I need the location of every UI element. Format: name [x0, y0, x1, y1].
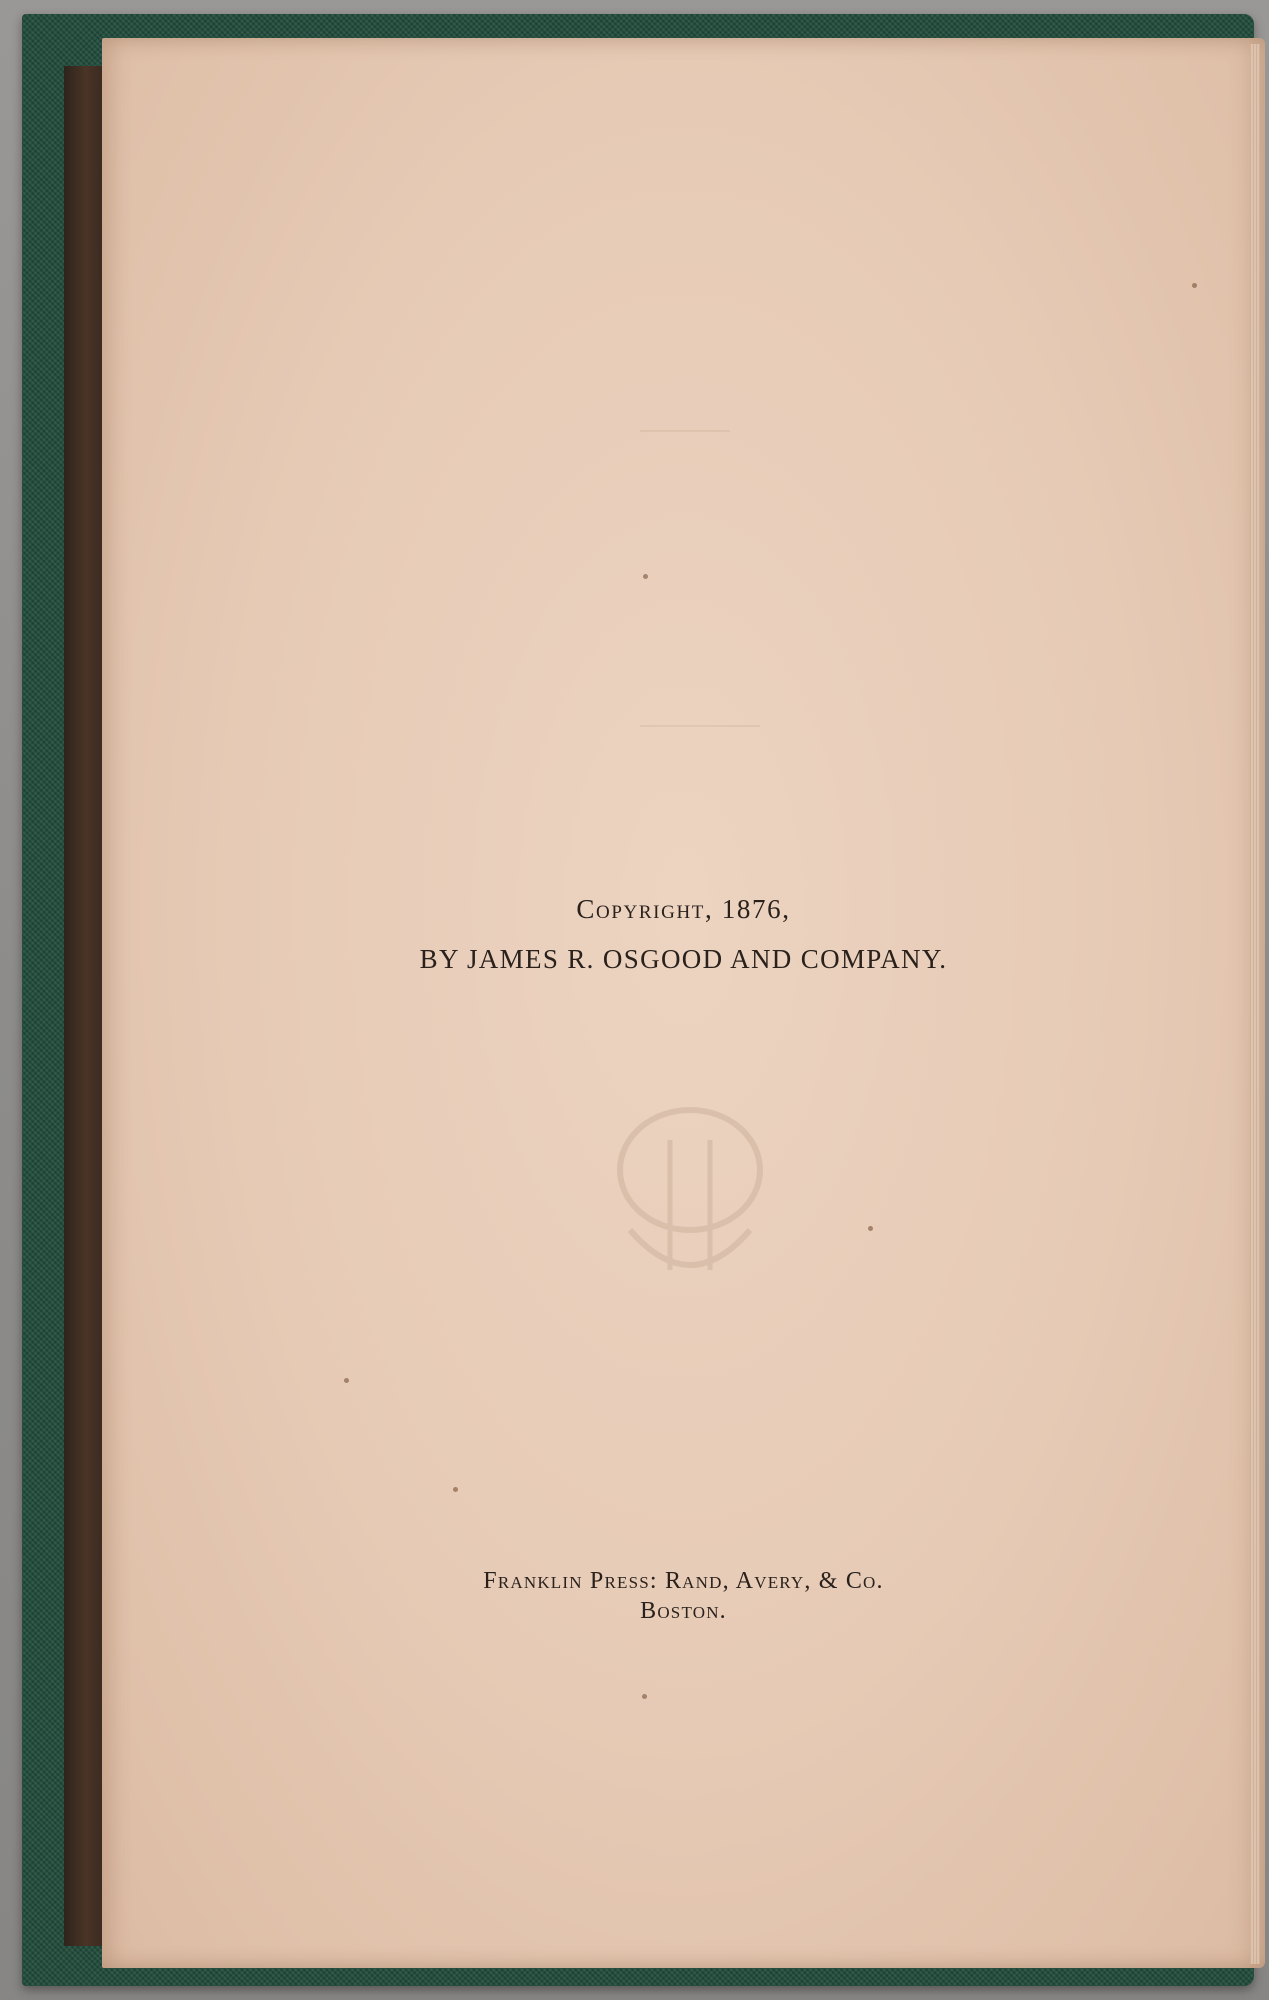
- bleed-through-rule: [640, 725, 760, 727]
- inner-spine-band: [64, 66, 104, 1946]
- paper-speck: [868, 1226, 873, 1231]
- bleed-through-monogram: [570, 1080, 810, 1300]
- press-line: Franklin Press: Rand, Avery, & Co.: [483, 1568, 884, 1594]
- copyright-line: Copyright, 1876,: [576, 894, 791, 924]
- book-page: [102, 38, 1265, 1968]
- city-line: Boston.: [640, 1598, 727, 1624]
- paper-speck: [453, 1487, 458, 1492]
- paper-speck: [642, 1694, 647, 1699]
- paper-speck: [643, 574, 648, 579]
- publisher-line: BY JAMES R. OSGOOD AND COMPANY.: [419, 944, 948, 974]
- paper-speck: [344, 1378, 349, 1383]
- paper-speck: [1192, 283, 1197, 288]
- page-edge: [1250, 44, 1260, 1964]
- bleed-through-rule: [640, 430, 730, 432]
